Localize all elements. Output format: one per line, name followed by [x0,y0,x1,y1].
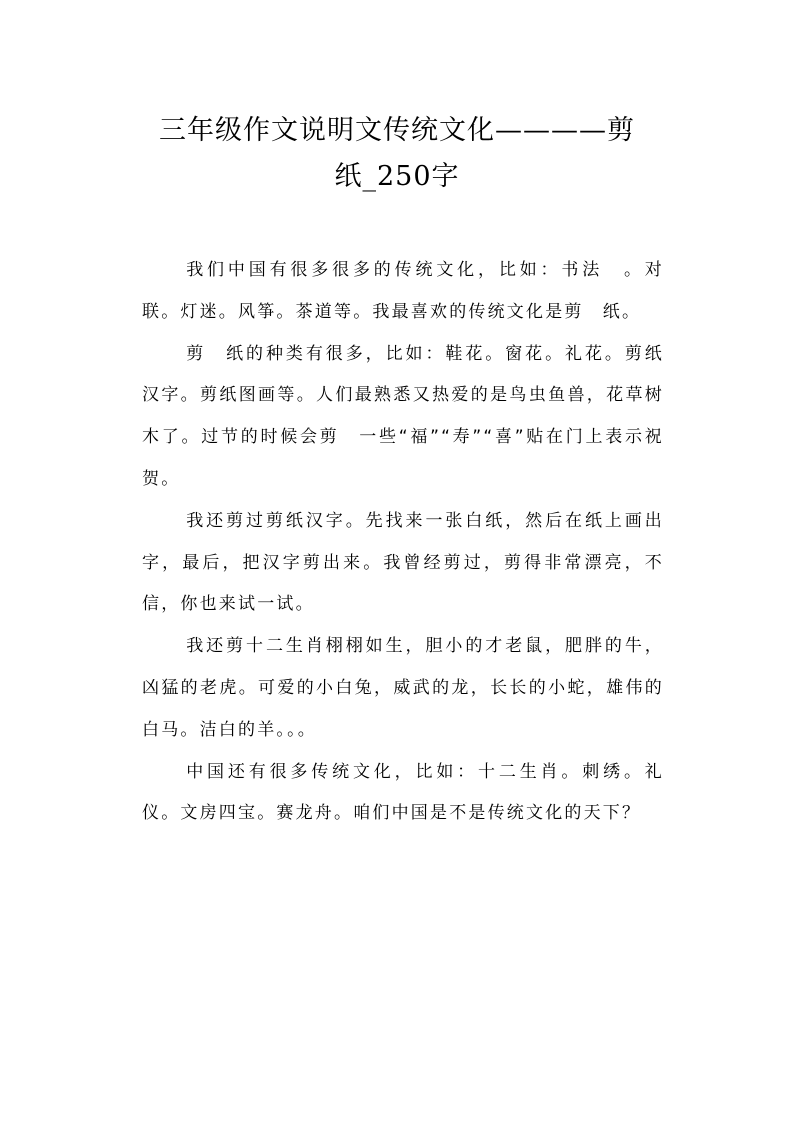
title-line-2: 纸_250字 [334,161,460,192]
paragraph-2: 剪 纸的种类有很多，比如：鞋花。窗花。礼花。剪纸汉字。剪纸图画等。人们最熟悉又热爱的是鸟虫鱼兽，花草树木了。过节的时候会剪 一些“福”“寿”“喜”贴在门上表示祝贺。 [142,343,664,489]
paragraph-3: 我还剪过剪纸汉字。先找来一张白纸，然后在纸上画出字，最后，把汉字剪出来。我曾经剪过，剪得非常漂亮，不信，你也来试一试。 [142,510,664,615]
paragraph-1: 我们中国有很多很多的传统文化，比如：书法 。对联。灯迷。风筝。茶道等。我最喜欢的传统文化是剪 纸。 [142,260,664,322]
document-body [142,250,664,835]
paragraph-5: 中国还有很多传统文化，比如：十二生肖。刺绣。礼仪。文房四宝。赛龙舟。咱们中国是不是传统文化的天下？ [142,761,664,824]
document-title [130,108,664,200]
paragraph-4: 我还剪十二生肖栩栩如生，胆小的才老鼠，肥胖的牛，凶猛的老虎。可爱的小白兔，威武的龙，长长的小蛇，雄伟的白马。洁白的羊。。。 [142,636,664,740]
title-line-1: 三年级作文说明文传统文化————剪 [159,115,635,146]
